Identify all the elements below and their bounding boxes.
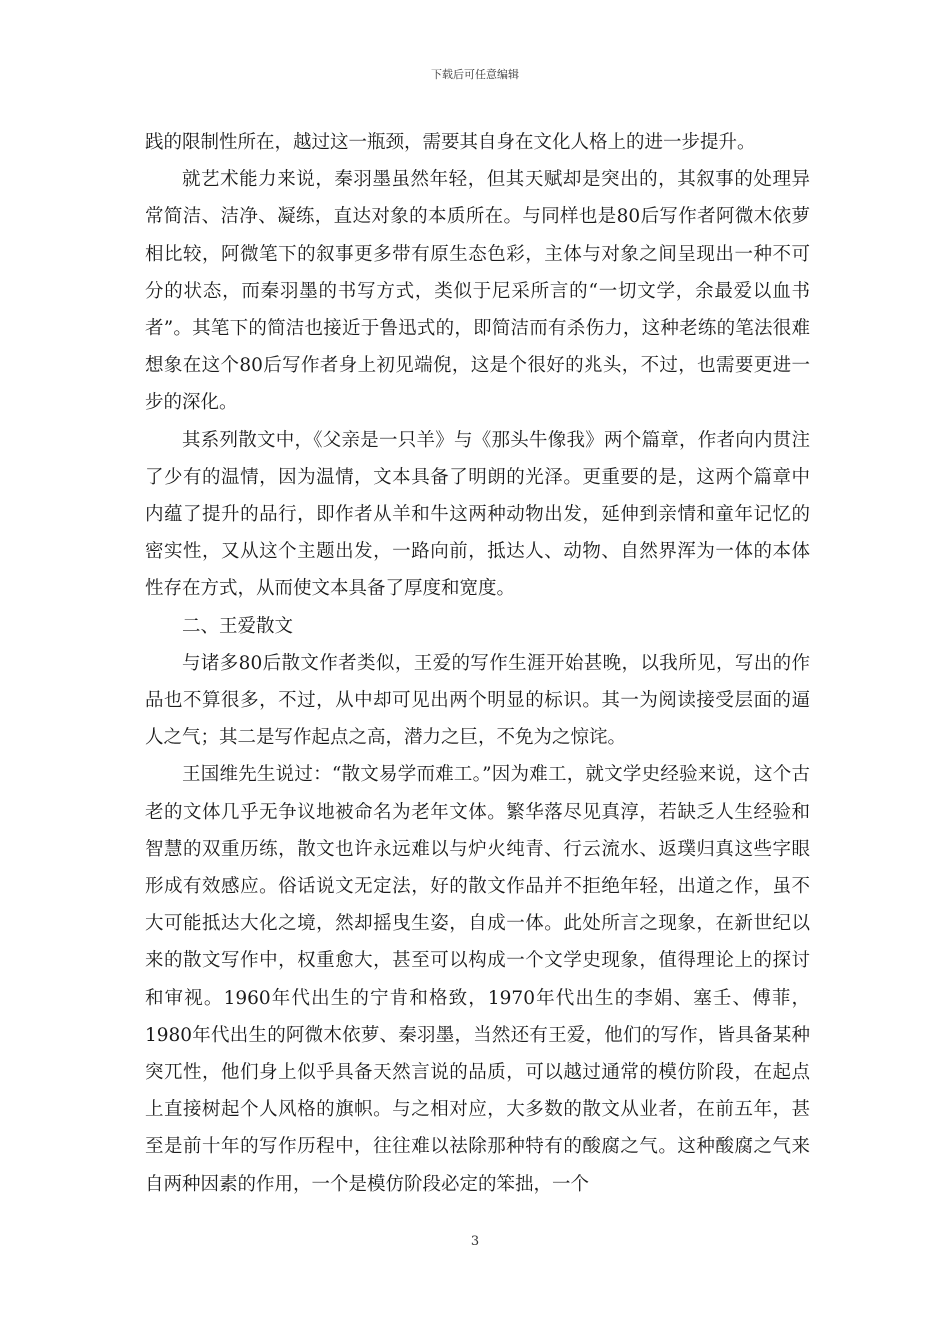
page-header: 下载后可任意编辑	[431, 68, 519, 81]
paragraph: 王国维先生说过：“散文易学而难工。”因为难工，就文学史经验来说，这个古老的文体几乎无争议地被命名为老年文体。繁华落尽见真淳，若缺乏人生经验和智慧的双重历练，散文也许永远难以与炉火纯青、行云流水、返璞归真这些字眼形成有效感应。俗话说文无定法，好的散文作品并不拒绝年轻，出道之作，虽不大可能抵达大化之境，然却摇曳生姿，自成一体。此处所言之现象，在新世纪以来的散文写作中，权重愈大，甚至可以构成一个文学史现象，值得理论上的探讨和审视。1960年代出生的宁肯和格致，1970年代出生的李娟、塞壬、傅菲，1980年代出生的阿微木依萝、秦羽墨，当然还有王爱，他们的写作，皆具备某种突兀性，他们身上似乎具备天然言说的品质，可以越过通常的模仿阶段，在起点上直接树起个人风格的旗帜。与之相对应，大多数的散文从业者，在前五年，甚至是前十年的写作历程中，往往难以祛除那种特有的酸腐之气。这种酸腐之气来自两种因素的作用，一个是模仿阶段必定的笨拙，一个	[145, 764, 810, 1195]
section-heading: 二、王爱散文	[182, 615, 294, 637]
page-number: 3	[470, 1234, 480, 1249]
paragraph: 其系列散文中，《父亲是一只羊》与《那头牛像我》两个篇章，作者向内贯注了少有的温情，因为温情，文本具备了明朗的光泽。更重要的是，这两个篇章中内蕴了提升的品行，即作者从羊和牛这两种动物出发，延伸到亲情和童年记忆的密实性，又从这个主题出发，一路向前，抵达人、动物、自然界浑为一体的本体性存在方式，从而使文本具备了厚度和宽度。	[145, 429, 810, 600]
paragraph: 与诸多80后散文作者类似，王爱的写作生涯开始甚晚，以我所见，写出的作品也不算很多，不过，从中却可见出两个明显的标识。其一为阅读接受层面的逼人之气；其二是写作起点之高，潜力之巨，不免为之惊诧。	[145, 652, 810, 749]
document-body	[145, 124, 810, 1203]
paragraph: 就艺术能力来说，秦羽墨虽然年轻，但其天赋却是突出的，其叙事的处理异常简洁、洁净、凝练，直达对象的本质所在。与同样也是80后写作者阿微木依萝相比较，阿微笔下的叙事更多带有原生态色彩，主体与对象之间呈现出一种不可分的状态，而秦羽墨的书写方式，类似于尼采所言的“一切文学，余最爱以血书者”。其笔下的简洁也接近于鲁迅式的，即简洁而有杀伤力，这种老练的笔法很难想象在这个80后写作者身上初见端倪，这是个很好的兆头，不过，也需要更进一步的深化。	[145, 169, 810, 414]
paragraph: 践的限制性所在，越过这一瓶颈，需要其自身在文化人格上的进一步提升。	[145, 132, 756, 153]
